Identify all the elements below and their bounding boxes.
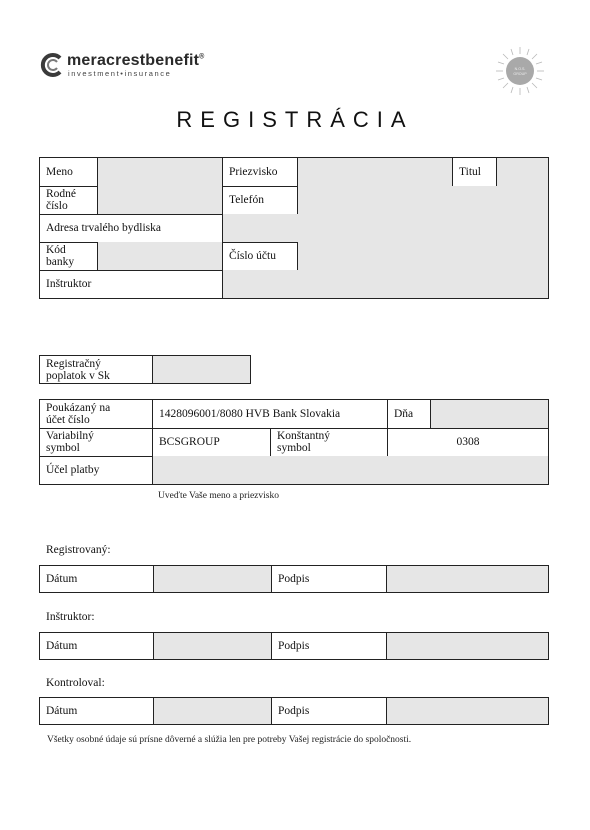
page-title: REGISTRÁCIA bbox=[176, 107, 414, 132]
label-priezvisko: Priezvisko bbox=[222, 158, 297, 186]
label-rodne-cislo: Rodné číslo bbox=[46, 188, 77, 212]
label-meno: Meno bbox=[46, 166, 73, 178]
label-instruktor: Inštruktor bbox=[46, 278, 92, 290]
priezvisko-field[interactable] bbox=[297, 158, 452, 186]
label-cislo-uctu: Číslo účtu bbox=[222, 242, 297, 270]
instruktor-field[interactable] bbox=[222, 270, 548, 298]
payment-table bbox=[39, 399, 549, 485]
ucel-hint: Uveďte Vaše meno a priezvisko bbox=[158, 491, 279, 501]
poplatok-field[interactable] bbox=[152, 356, 250, 383]
label-registrovany: Registrovaný: bbox=[46, 544, 111, 556]
label-registracny-poplatok: Registračný poplatok v Sk bbox=[46, 357, 110, 382]
konstantny-symbol-value: 0308 bbox=[387, 428, 548, 456]
logo-name: meracrestbenefit® bbox=[67, 52, 205, 69]
rodne-cislo-field[interactable] bbox=[97, 186, 222, 214]
label-datum: Dátum bbox=[46, 640, 78, 652]
registrovany-datum-field[interactable] bbox=[153, 566, 271, 592]
meno-field[interactable] bbox=[97, 158, 222, 186]
label-adresa: Adresa trvalého bydliska bbox=[46, 222, 161, 234]
instruktor-podpis-field[interactable] bbox=[386, 633, 548, 659]
label-konstantny-symbol: Konštantný symbol bbox=[270, 428, 387, 456]
svg-text:GROUP: GROUP bbox=[513, 72, 527, 76]
footer-note: Všetky osobné údaje sú prísne dôverné a slúžia len pre potreby Vašej registrácie do spoločnosti. bbox=[47, 735, 412, 745]
label-kontroloval: Kontroloval: bbox=[46, 677, 105, 689]
label-podpis: Podpis bbox=[271, 566, 386, 592]
instruktor-signature-row bbox=[39, 632, 549, 660]
account-number: 1428096001/8080 HVB Bank Slovakia bbox=[152, 400, 387, 428]
fee-table bbox=[39, 355, 251, 384]
svg-text:N.O.S.: N.O.S. bbox=[514, 67, 526, 71]
logo-tagline: investment•insurance bbox=[68, 69, 172, 78]
titul-field[interactable] bbox=[496, 158, 548, 186]
label-ucel-platby: Účel platby bbox=[46, 464, 100, 476]
telefon-field[interactable] bbox=[297, 186, 548, 214]
kontroloval-datum-field[interactable] bbox=[153, 698, 271, 724]
variabilny-symbol-value: BCSGROUP bbox=[152, 428, 270, 456]
label-datum: Dátum bbox=[46, 573, 78, 585]
cislo-uctu-field[interactable] bbox=[297, 242, 548, 270]
label-kod-banky: Kód banky bbox=[46, 244, 75, 268]
label-datum: Dátum bbox=[46, 705, 78, 717]
personal-info-table bbox=[39, 157, 549, 299]
label-titul: Titul bbox=[452, 158, 496, 186]
instruktor-datum-field[interactable] bbox=[153, 633, 271, 659]
label-telefon: Telefón bbox=[222, 186, 297, 214]
kontroloval-signature-row bbox=[39, 697, 549, 725]
label-poukazany: Poukázaný na účet číslo bbox=[46, 402, 111, 426]
logo-mark-icon bbox=[40, 53, 64, 77]
adresa-field[interactable] bbox=[222, 214, 548, 242]
registrovany-podpis-field[interactable] bbox=[386, 566, 548, 592]
kod-banky-field[interactable] bbox=[97, 242, 222, 270]
dna-field[interactable] bbox=[430, 400, 548, 428]
seal-icon bbox=[495, 46, 545, 96]
ucel-platby-field[interactable] bbox=[152, 456, 548, 484]
label-dna: Dňa bbox=[387, 400, 430, 428]
label-variabilny-symbol: Variabilný symbol bbox=[46, 430, 94, 454]
label-podpis: Podpis bbox=[271, 633, 386, 659]
label-instruktor-section: Inštruktor: bbox=[46, 611, 95, 623]
registrovany-signature-row bbox=[39, 565, 549, 593]
label-podpis: Podpis bbox=[271, 698, 386, 724]
kontroloval-podpis-field[interactable] bbox=[386, 698, 548, 724]
